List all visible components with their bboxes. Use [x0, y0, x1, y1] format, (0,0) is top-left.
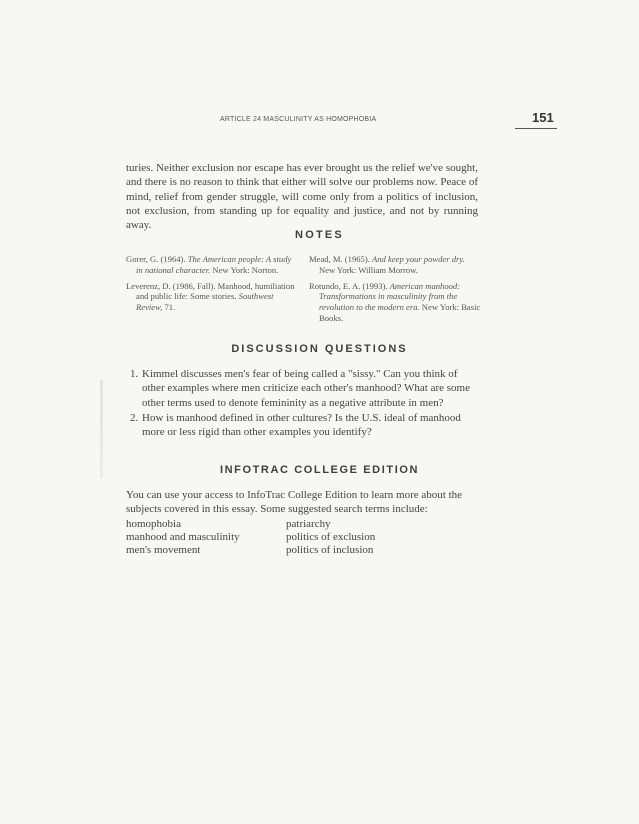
infotrac-heading: INFOTRAC COLLEGE EDITION	[219, 464, 420, 476]
search-term: manhood and masculinity	[126, 531, 240, 543]
infotrac-intro: You can use your access to InfoTrac College Edition to learn more about the subjects covered in this essay. Some suggested search terms include:	[126, 489, 463, 516]
reference-gorer: Gorer, G. (1964). The American people: A study in national character. New York: Norton.	[126, 254, 292, 275]
search-term: homophobia	[126, 518, 181, 530]
question-number: 2.	[130, 411, 139, 424]
reference-rotundo: Rotundo, E. A. (1993). American manhood: Transformations in masculinity from the revolution to the modern era. New York: Basic Books.	[309, 280, 481, 323]
notes-heading: NOTES	[295, 229, 344, 241]
question-item	[126, 411, 478, 440]
reference-leverenz: Leverenz, D. (1986, Fall). Manhood, humiliation and public life: Some stories. Southwest Review, 71.	[126, 280, 295, 313]
discussion-questions	[126, 367, 478, 440]
question-text: Kimmel discusses men's fear of being called a "sissy." Can you think of other examples where men criticize each other's manhood? What are some other terms used to denote femininity as a negative attribute in men?	[142, 368, 470, 409]
running-head: ARTICLE 24 MASCULINITY AS HOMOPHOBIA	[220, 116, 377, 123]
question-text: How is manhood defined in other cultures? Is the U.S. ideal of manhood more or less rigid than other examples you identify?	[142, 411, 461, 439]
header-rule	[515, 128, 557, 129]
question-number: 1.	[130, 368, 139, 380]
notes-column-left	[126, 254, 298, 318]
search-term: politics of exclusion	[286, 531, 376, 543]
discussion-heading: DISCUSSION QUESTIONS	[231, 343, 408, 355]
question-item	[126, 367, 478, 410]
notes-column-right	[309, 254, 481, 329]
search-term: men's movement	[126, 544, 201, 556]
reference-mead: Mead, M. (1965). And keep your powder dry. New York: William Morrow.	[309, 254, 465, 275]
page-header	[0, 110, 639, 130]
intro-paragraph: turies. Neither exclusion nor escape has ever brought us the relief we've sought, and there is no reason to think that either will solve our problems now. Peace of mind, relief from gender struggle, will come only from a politics of inclusion, not exclusion, from standing up for equality and justice, and not by running away.	[126, 162, 478, 232]
search-term: politics of inclusion	[286, 544, 374, 556]
search-term: patriarchy	[286, 518, 331, 530]
page-number: 151	[532, 110, 554, 125]
